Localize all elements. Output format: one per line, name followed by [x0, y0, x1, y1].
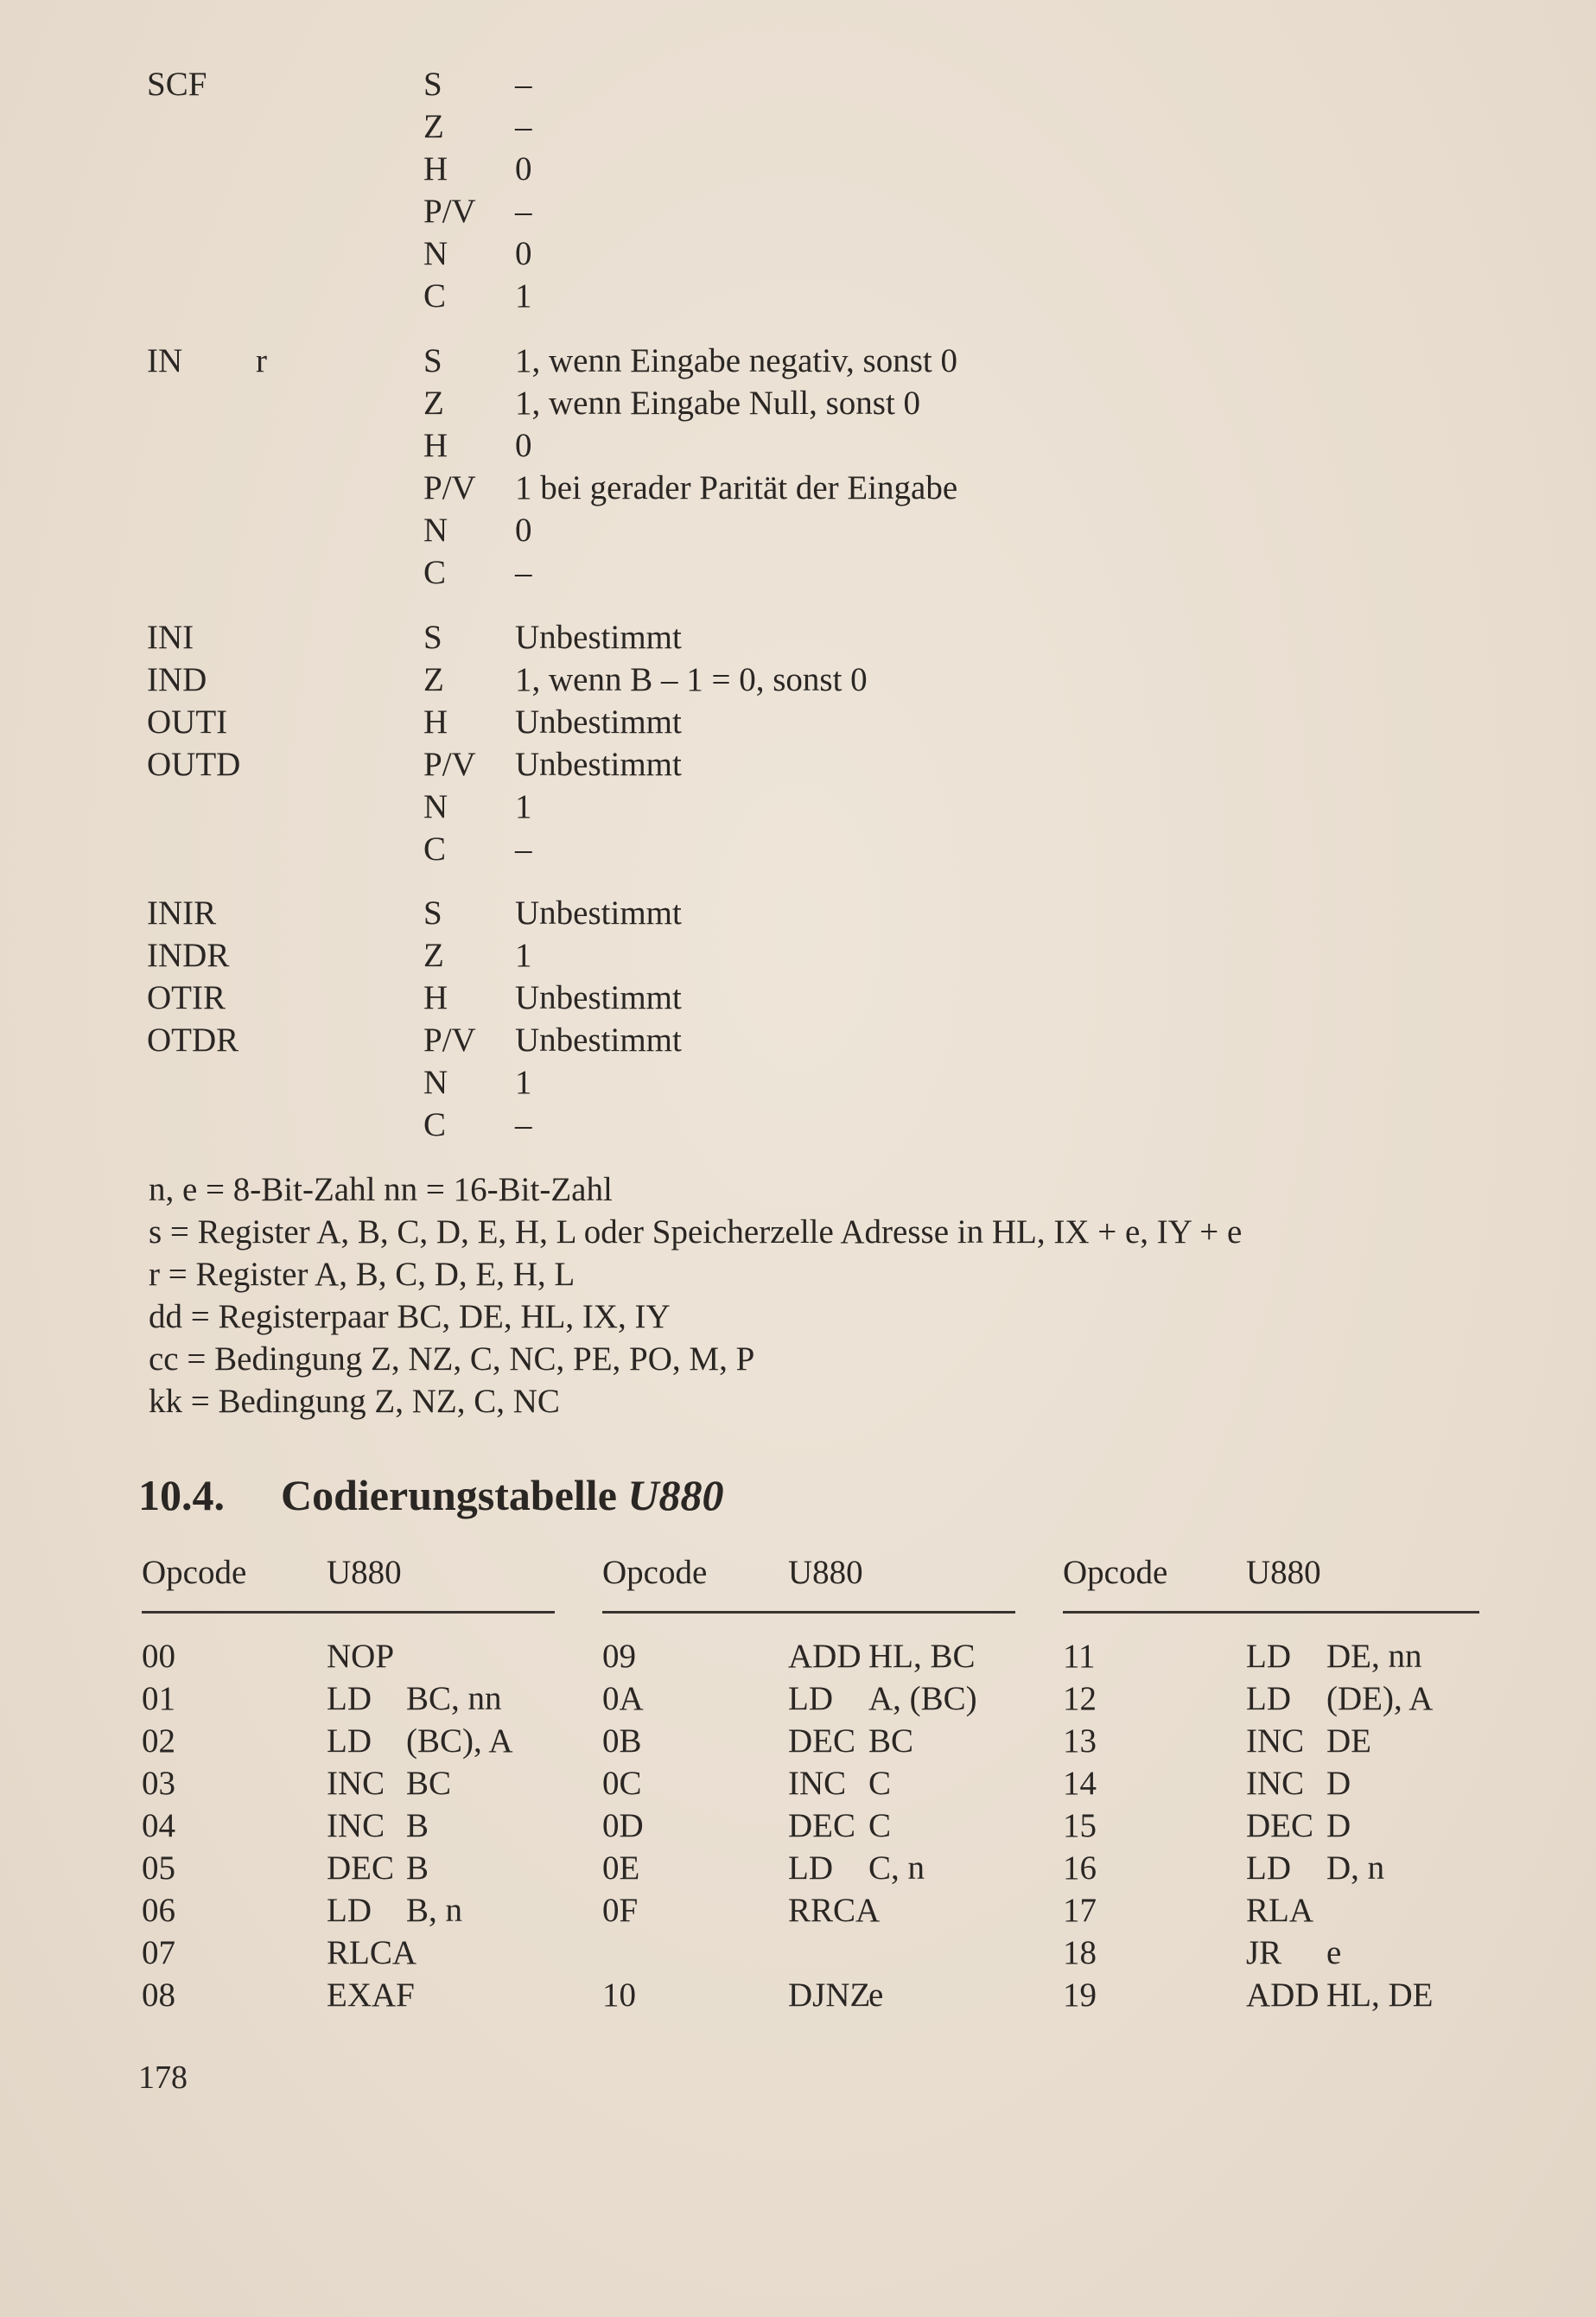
flag-name: P/V [423, 469, 476, 506]
flag-name: C [423, 554, 447, 591]
opcode-cell: 19 [1063, 1976, 1097, 2014]
opcode-cell: 06 [142, 1892, 175, 1929]
mnemonic-cell: RLCA [327, 1934, 417, 1971]
mnemonic-cell: DJNZ [788, 1976, 871, 2014]
operand-cell: (DE), A [1326, 1680, 1434, 1717]
opcode-cell: 13 [1063, 1722, 1097, 1760]
opcode-cell: 16 [1063, 1849, 1097, 1887]
opcode-cell: 11 [1063, 1638, 1096, 1675]
mnemonic-cell: LD [788, 1680, 833, 1717]
instruction-mnemonic: INI [147, 619, 194, 656]
opcode-cell: 08 [142, 1976, 175, 2014]
flag-name: C [423, 1106, 447, 1143]
flag-name: H [423, 150, 448, 188]
opcode-cell: 0A [602, 1680, 644, 1717]
legend-line: kk = Bedingung Z, NZ, C, NC [149, 1383, 560, 1420]
column-header-mnemonic: U880 [788, 1554, 863, 1591]
opcode-cell: 0B [602, 1722, 642, 1760]
flag-effect: Unbestimmt [515, 979, 682, 1016]
operand-cell: HL, BC [868, 1638, 976, 1675]
opcode-cell: 17 [1063, 1892, 1097, 1929]
flag-name: N [423, 235, 448, 272]
mnemonic-cell: DEC [788, 1807, 855, 1844]
opcode-cell: 05 [142, 1849, 175, 1887]
mnemonic-cell: ADD [1246, 1976, 1319, 2014]
mnemonic-cell: ADD [788, 1638, 862, 1675]
operand-cell: (BC), A [406, 1722, 513, 1760]
flag-effect: 0 [515, 427, 532, 464]
opcode-cell: 0E [602, 1849, 640, 1887]
instruction-mnemonic: INIR [147, 894, 217, 932]
mnemonic-cell: INC [1246, 1722, 1305, 1760]
flag-name: N [423, 512, 448, 549]
opcode-cell: 03 [142, 1765, 175, 1802]
mnemonic-cell: INC [1246, 1765, 1305, 1802]
opcode-cell: 04 [142, 1807, 175, 1844]
section-heading [138, 1471, 724, 1519]
section-number: 10.4. [138, 1471, 225, 1519]
flag-effect: 1 [515, 788, 532, 825]
opcode-cell: 02 [142, 1722, 175, 1760]
mnemonic-cell: JR [1246, 1934, 1282, 1971]
opcode-cell: 00 [142, 1638, 175, 1675]
flag-name: S [423, 66, 442, 103]
instruction-mnemonic: SCF [147, 66, 207, 103]
flag-name: Z [423, 661, 444, 698]
flag-effect: Unbestimmt [515, 746, 682, 783]
section-title: Codierungstabelle [281, 1471, 617, 1519]
operand-cell: D, n [1326, 1849, 1385, 1887]
flag-name: N [423, 788, 448, 825]
header-rule [142, 1611, 555, 1614]
opcode-cell: 15 [1063, 1807, 1097, 1844]
operand-cell: C [868, 1765, 892, 1802]
header-rule [602, 1611, 1015, 1614]
column-header-mnemonic: U880 [327, 1554, 402, 1591]
opcode-cell: 01 [142, 1680, 175, 1717]
mnemonic-cell: LD [1246, 1638, 1291, 1675]
mnemonic-cell: DEC [1246, 1807, 1313, 1844]
flag-name: P/V [423, 746, 476, 783]
flag-effect: Unbestimmt [515, 1022, 682, 1059]
column-header-opcode: Opcode [142, 1554, 247, 1591]
header-rule [1063, 1611, 1479, 1614]
mnemonic-cell: RRCA [788, 1892, 881, 1929]
operand-cell: DE [1326, 1722, 1371, 1760]
legend-line: s = Register A, B, C, D, E, H, L oder Speicherzelle Adresse in HL, IX + e, IY + e [149, 1213, 1243, 1251]
mnemonic-cell: LD [788, 1849, 833, 1887]
flag-name: H [423, 427, 448, 464]
legend-line: n, e = 8-Bit-Zahl nn = 16-Bit-Zahl [149, 1171, 613, 1208]
operand-cell: HL, DE [1326, 1976, 1434, 2014]
flag-effect: Unbestimmt [515, 703, 682, 741]
flag-effect: 1 bei gerader Parität der Eingabe [515, 469, 958, 506]
instruction-mnemonic: OUTD [147, 746, 241, 783]
mnemonic-cell: LD [1246, 1849, 1291, 1887]
flag-effect: Unbestimmt [515, 619, 682, 656]
flag-name: S [423, 894, 442, 932]
opcode-cell: 07 [142, 1934, 175, 1971]
instruction-mnemonic: OUTI [147, 703, 228, 741]
legend-line: cc = Bedingung Z, NZ, C, NC, PE, PO, M, P [149, 1340, 755, 1378]
flag-name: Z [423, 937, 444, 974]
instruction-mnemonic: IND [147, 661, 207, 698]
column-header-mnemonic: U880 [1246, 1554, 1321, 1591]
flag-effect: – [515, 1106, 532, 1143]
flag-effect: 1, wenn Eingabe negativ, sonst 0 [515, 342, 957, 379]
mnemonic-cell: INC [327, 1765, 385, 1802]
flag-effect: 1 [515, 1064, 532, 1101]
flag-name: S [423, 342, 442, 379]
flag-name: Z [423, 385, 444, 422]
opcode-cell: 0F [602, 1892, 639, 1929]
operand-cell: D [1326, 1807, 1351, 1844]
operand-cell: e [868, 1976, 884, 2014]
opcode-cell: 12 [1063, 1680, 1097, 1717]
opcode-cell: 18 [1063, 1934, 1097, 1971]
flag-effect: 0 [515, 150, 532, 188]
mnemonic-cell: DEC [327, 1849, 394, 1887]
flag-effect: – [515, 66, 532, 103]
flag-name: P/V [423, 193, 476, 230]
operand-cell: C, n [868, 1849, 925, 1887]
opcode-cell: 10 [602, 1976, 636, 2014]
page-number: 178 [138, 2059, 188, 2096]
mnemonic-cell: LD [327, 1722, 372, 1760]
instruction-mnemonic: INDR [147, 937, 230, 974]
mnemonic-cell: LD [327, 1680, 372, 1717]
opcode-cell: 0D [602, 1807, 644, 1844]
instruction-operand: r [256, 342, 267, 379]
flag-name: H [423, 703, 448, 741]
flag-name: H [423, 979, 448, 1016]
flag-effect: 1 [515, 277, 532, 315]
operand-cell: B, n [406, 1892, 463, 1929]
operand-cell: BC [406, 1765, 452, 1802]
column-header-opcode: Opcode [1063, 1554, 1168, 1591]
mnemonic-cell: LD [327, 1892, 372, 1929]
flag-effect: 1, wenn Eingabe Null, sonst 0 [515, 385, 921, 422]
opcode-cell: 14 [1063, 1765, 1097, 1802]
operand-cell: D [1326, 1765, 1351, 1802]
flag-effect: 0 [515, 235, 532, 272]
opcode-cell: 0C [602, 1765, 642, 1802]
operand-cell: e [1326, 1934, 1342, 1971]
legend-line: dd = Registerpaar BC, DE, HL, IX, IY [149, 1298, 671, 1335]
flag-effect: 0 [515, 512, 532, 549]
section-chip: U880 [627, 1471, 724, 1519]
instruction-mnemonic: OTDR [147, 1022, 239, 1059]
flag-effect: 1, wenn B – 1 = 0, sonst 0 [515, 661, 868, 698]
mnemonic-cell: INC [327, 1807, 385, 1844]
flag-name: C [423, 831, 447, 868]
flag-name: S [423, 619, 442, 656]
legend-line: r = Register A, B, C, D, E, H, L [149, 1256, 575, 1293]
flag-name: N [423, 1064, 448, 1101]
column-header-opcode: Opcode [602, 1554, 708, 1591]
instruction-mnemonic: OTIR [147, 979, 226, 1016]
flag-name: C [423, 277, 447, 315]
flag-effect: – [515, 193, 532, 230]
mnemonic-cell: RLA [1246, 1892, 1313, 1929]
flag-effect: – [515, 554, 532, 591]
operand-cell: DE, nn [1326, 1638, 1422, 1675]
operand-cell: BC [868, 1722, 914, 1760]
operand-cell: B [406, 1849, 429, 1887]
flag-effect: – [515, 831, 532, 868]
mnemonic-cell: DEC [788, 1722, 855, 1760]
operand-cell: A, (BC) [868, 1680, 977, 1717]
flag-effect: – [515, 108, 532, 145]
mnemonic-cell: LD [1246, 1680, 1291, 1717]
flag-effect: 1 [515, 937, 532, 974]
flag-effect: Unbestimmt [515, 894, 682, 932]
instruction-mnemonic: IN [147, 342, 183, 379]
flag-name: Z [423, 108, 444, 145]
mnemonic-cell: INC [788, 1765, 847, 1802]
mnemonic-cell: NOP [327, 1638, 395, 1675]
operand-cell: BC, nn [406, 1680, 502, 1717]
operand-cell: C [868, 1807, 892, 1844]
mnemonic-cell: EXAF [327, 1976, 415, 2014]
flag-name: P/V [423, 1022, 476, 1059]
operand-cell: B [406, 1807, 429, 1844]
opcode-cell: 09 [602, 1638, 636, 1675]
